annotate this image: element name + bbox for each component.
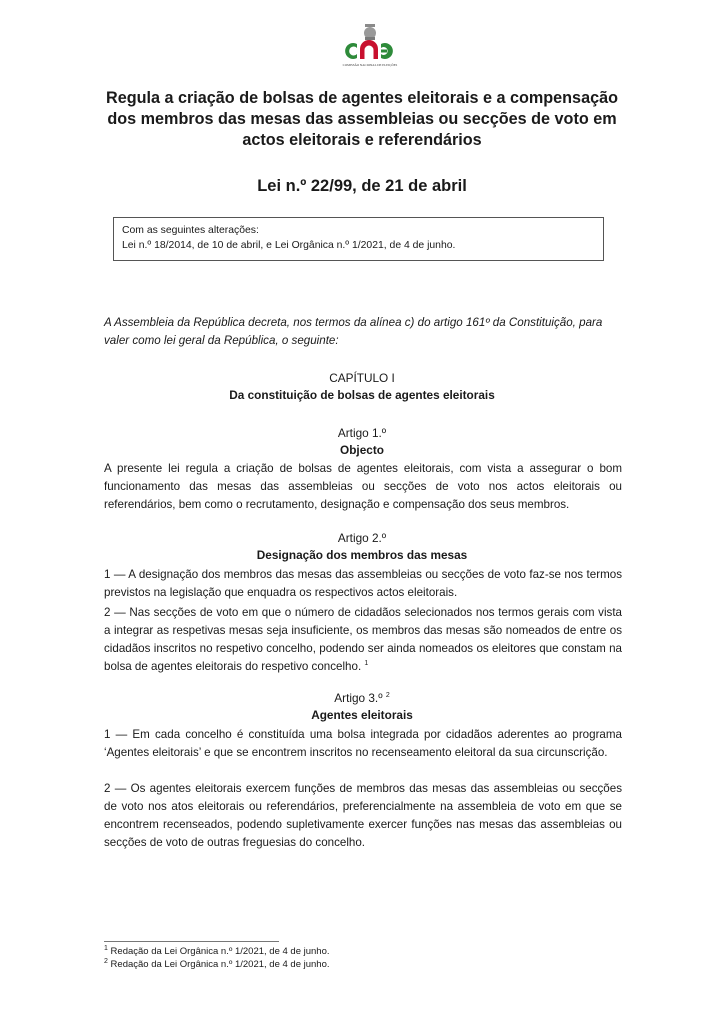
footnote-ref-1[interactable]: 1 [364, 660, 369, 668]
article-2-paragraph-1: 1 — A designação dos membros das mesas das assembleias ou secções de voto faz-se nos termos previstos na legislação que enquadra os respectivos actos eleitorais. [104, 568, 622, 599]
article-title: Designação dos membros das mesas [256, 548, 468, 562]
article-number: Artigo 3.º $^2$ [334, 691, 390, 705]
footnote-2: $^2$ Redação da Lei Orgânica n.º 1/2021, de 4 de junho. [104, 957, 330, 970]
title-line: dos membros das mesas das assembleias ou secções de voto em [107, 110, 617, 128]
chapter-heading [100, 370, 624, 404]
article-number: Artigo 2.º [337, 531, 387, 545]
article-3-paragraph-2: 2 — Os agentes eleitorais exercem funções de membros das mesas das assembleias ou secções de voto nos atos eleitorais ou referendários, preferencialmente na assembleia de voto em que se encontrem recenseados, podendo supletivamente exercer funções nas mesas das assembleias ou secções de voto de outras freguesias do concelho. [104, 782, 622, 849]
amendments-label: Com as seguintes alterações: [122, 225, 259, 236]
article-3-heading [100, 690, 624, 724]
article-2-paragraph-2 [104, 604, 622, 676]
article-number: Artigo 1.º [337, 426, 387, 440]
law-reference: Lei n.º 22/99, de 21 de abril [257, 177, 467, 195]
footnote-ref-2[interactable]: 2 [385, 692, 390, 700]
svg-text:COMISSÃO NACIONAL DE ELEIÇÕES: COMISSÃO NACIONAL DE ELEIÇÕES [342, 63, 398, 67]
title-line: Regula a criação de bolsas de agentes eleitorais e a compensação [106, 89, 618, 107]
amendments-box [113, 217, 604, 261]
chapter-title: Da constituição de bolsas de agentes eleitorais [229, 388, 495, 402]
article-title: Objecto [340, 443, 384, 457]
article-2-heading [100, 530, 624, 564]
footnote-divider [104, 941, 279, 942]
article-3-paragraph-1: 1 — Em cada concelho é constituída uma bolsa integrada por cidadãos aderentes ao programa ‘Agentes eleitorais’ e que se encontrem inscritos no recenseamento eleitoral da sua circunscrição. [104, 728, 622, 759]
article-title: Agentes eleitorais [311, 708, 413, 722]
title-line: actos eleitorais e referendários [242, 131, 482, 149]
preamble: A Assembleia da República decreta, nos termos da alínea c) do artigo 161º da Constituição, para valer como lei geral da República, o seguinte: [104, 316, 603, 347]
cne-logo [338, 22, 402, 68]
amendments-text: Lei n.º 18/2014, de 10 de abril, e Lei Orgânica n.º 1/2021, de 4 de junho. [122, 240, 456, 251]
document-title [100, 88, 624, 151]
paragraph-text: 2 — Nas secções de voto em que o número de cidadãos selecionados nos termos gerais com vista a integrar as respetivas mesas seja insuficiente, os membros das mesas são nomeados de entre os cidadãos inscritos no respetivo concelho, podendo ser ainda nomeados os eleitores que constam na bolsa de agentes eleitorais do respetivo concelho. [104, 606, 622, 673]
article-1-heading [100, 425, 624, 459]
article-1-paragraph: A presente lei regula a criação de bolsas de agentes eleitorais, com vista a assegurar o bom funcionamento das mesas das assembleias ou secções de voto nos actos eleitorais ou referendários, bem como o recrutamento, designação e compensação dos seus membros. [104, 462, 622, 511]
footnote-1: $^1$ Redação da Lei Orgânica n.º 1/2021, de 4 de junho. [104, 944, 330, 957]
chapter-number: CAPÍTULO I [329, 371, 395, 385]
footnotes [104, 945, 504, 971]
cne-logo-icon [338, 22, 402, 68]
